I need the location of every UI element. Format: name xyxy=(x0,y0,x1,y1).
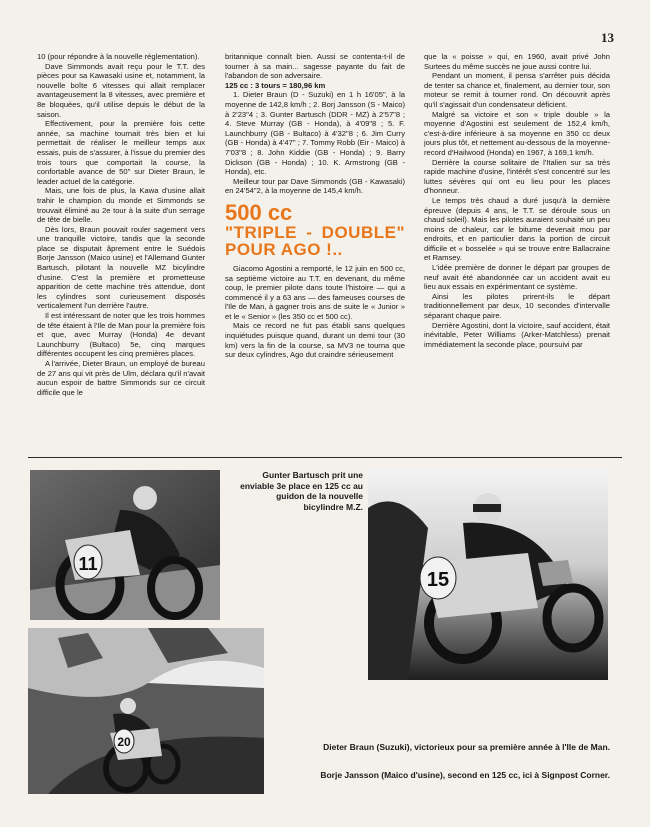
results-list: 1. Dieter Braun (D - Suzuki) en 1 h 16'05", à la moyenne de 142,8 km/h ; 2. Borj Jansson (S - Maico) à 2'23"4 ; 3. Gunter Bartusch (DDR - MZ) à 2'57"8 ; 4. Steve Murray (GB - Honda), à 4'09"8 ; 5. F. Launchburry (GB - Bultaco) à 4'32"8 ; 6. Jim Curry (GB - Honda) à 4'47" ; 7. Tommy Robb (Eir - Maico) à 7'03"8 ; 8. John Kiddie (GB - Honda) ; 9. Barry Dickson (GB - Honda) ; 10. K. Armstrong (GB - Honda), etc. xyxy=(225,90,405,177)
article-column-2 xyxy=(225,52,405,452)
section-heading-title: "TRIPLE - DOUBLE" POUR AGO !.. xyxy=(225,222,405,259)
photo-braun-suzuki xyxy=(368,468,608,680)
paragraph: Malgré sa victoire et son « triple double » la moyenne d'Agostini est seulement de 152,4 km/h, c'est-à-dire inférieure à sa moyenne en 350 cc deux jours plus tôt, et nettement au-dessous de la moyenne-record d'Hailwood (Honda) en 1967, à 169,1 km/h. xyxy=(424,109,610,157)
paragraph: A l'arrivée, Dieter Braun, un employé de bureau de 27 ans qui vit près de Ulm, déclara qu'il n'avait aucun espoir de battre Simmonds sur ce circuit difficile que le xyxy=(37,359,205,397)
paragraph: Dès lors, Braun pouvait rouler sagement vers une tranquille victoire, tandis que la seconde place se disputait âprement entre le Suédois Borje Jansson (Maico usine) et l'Allemand Gunter Bartusch, pilotant la nouvelle MZ bicylindre d'usine. C'est la première et prometteuse apparition de cette machine très attendue, dont les cylindres sont curieusement disposés verticalement l'un derrière l'autre. xyxy=(37,224,205,311)
paragraph: Derrière la course solitaire de l'Italien sur sa très rapide machine d'usine, l'intérêt s'est concentré sur les luttes sévères qui ont eu lieu pour les places d'honneur. xyxy=(424,157,610,196)
paragraph: Ainsi les pilotes prirent-ils le départ traditionnellement par deux, 10 secondes d'intervalle séparant chaque paire. xyxy=(424,291,610,321)
paragraph: Mais ce record ne fut pas établi sans quelques inquiétudes puisque quand, durant un demi tour (30 km) vers la fin de la course, sa MV3 ne tourna que sur deux cylindres, Ago dut craindre sérieusement xyxy=(225,321,405,360)
paragraph: Le temps très chaud a duré jusqu'à la dernière épreuve (depuis 4 ans, le T.T. se déroule sous un chaud soleil). Mais les pilotes auraient souhaité un peu moins de chaleur, car le bitume devenait mou par endroits, et en particulier dans la portion de circuit difficile et « bosselée » qui se trouve entre Ballacraine et Ramsey. xyxy=(424,195,610,263)
paragraph: L'idée première de donner le départ par groupes de neuf avait été abandonnée car un accident avait eu lieu aux essais en expérimentant ce système. xyxy=(424,263,610,292)
paragraph: britannique connaît bien. Aussi se contenta-t-il de tourner à sa main... sagesse payante du fait de l'abandon de son adversaire. xyxy=(225,52,405,81)
paragraph: Il est intéressant de noter que les trois hommes de tête étaient à l'Ile de Man pour la première fois et que, avec Murray (Honda) 4e devant Launchburry (Bultaco) 5e, cinq marques différentes occupent les cinq premières places. xyxy=(37,311,205,359)
paragraph: Derrière Agostini, dont la victoire, sauf accident, était inévitable, Peter Williams (Arker-Matchless) prenait immédiatement la seconde place, poursuivi par xyxy=(424,320,610,349)
best-lap: Meilleur tour par Dave Simmonds (GB - Kawasaki) en 24'54"2, à la moyenne de 145,4 km/h. xyxy=(225,176,405,196)
article-column-3 xyxy=(424,52,610,452)
race-number: 15 xyxy=(426,569,450,591)
paragraph: Pendant un moment, il pensa s'arrêter puis décida de tenter sa chance et, finalement, au dernier tour, son moteur se remit à tourner rond. On découvrit après qu'il s'agissait d'un condensateur déficient. xyxy=(424,71,610,109)
paragraph: Effectivement, pour la première fois cette année, sa machine tournait très bien et lui permettait de réaliser le meilleur temps aux essais, puis de s'assurer, à l'issue du premier des trois tours que comportait la course, la confortable avance de 50" sur Dieter Braun, le leader actuel de la catégorie. xyxy=(37,119,205,186)
photo-jansson-signpost-corner xyxy=(28,628,264,794)
section-divider xyxy=(28,457,622,458)
paragraph: que la « poisse » qui, en 1960, avait privé John Surtees du même succès ne joue aussi contre lui. xyxy=(424,52,610,71)
page-number: 13 xyxy=(601,30,614,45)
section-heading xyxy=(225,199,405,259)
race-number: 20 xyxy=(117,735,131,749)
race-number: 11 xyxy=(78,554,98,574)
photo-caption-braun: Dieter Braun (Suzuki), victorieux pour sa première année à l'Ile de Man. xyxy=(323,742,610,752)
paragraph: Mais, une fois de plus, la Kawa d'usine allait trahir le champion du monde et Simmonds se trouvait éliminé au 2e tour à la suite d'un serrage de tête de bielle. xyxy=(37,186,205,225)
paragraph: Dave Simmonds avait reçu pour le T.T. des pièces pour sa Kawasaki usine et, notamment, la nouvelle boîte 6 vitesses qui allait remplacer avantageusement la 8 vitesses, avec première et 8e bloquées, qu'il utilise depuis le début de la saison. xyxy=(37,61,205,119)
photo-caption-jansson: Borje Jansson (Maico d'usine), second en 125 cc, ici à Signpost Corner. xyxy=(320,770,610,780)
article-column-1 xyxy=(37,52,205,452)
results-heading: 125 cc : 3 tours = 180,96 km xyxy=(225,80,326,90)
photo-bartusch-mz xyxy=(30,470,220,620)
section-heading-class: 500 cc xyxy=(225,199,293,225)
photo-caption-bartusch: Gunter Bartusch prit une enviable 3e place en 125 cc au guidon de la nouvelle bicylindre M.Z. xyxy=(240,470,363,512)
paragraph: Giacomo Agostini a remporté, le 12 juin en 500 cc, sa septième victoire au T.T. en devenant, du même coup, le premier pilote dans toute l'histoire — qui a commencé il y a 63 ans — des fameuses courses de l'Ile de Man, à gagner trois ans de suite le « Junior » et le « Senior » (les 350 cc et 500 cc). xyxy=(225,263,405,321)
paragraph: 10 (pour répondre à la nouvelle réglementation). xyxy=(37,52,200,61)
